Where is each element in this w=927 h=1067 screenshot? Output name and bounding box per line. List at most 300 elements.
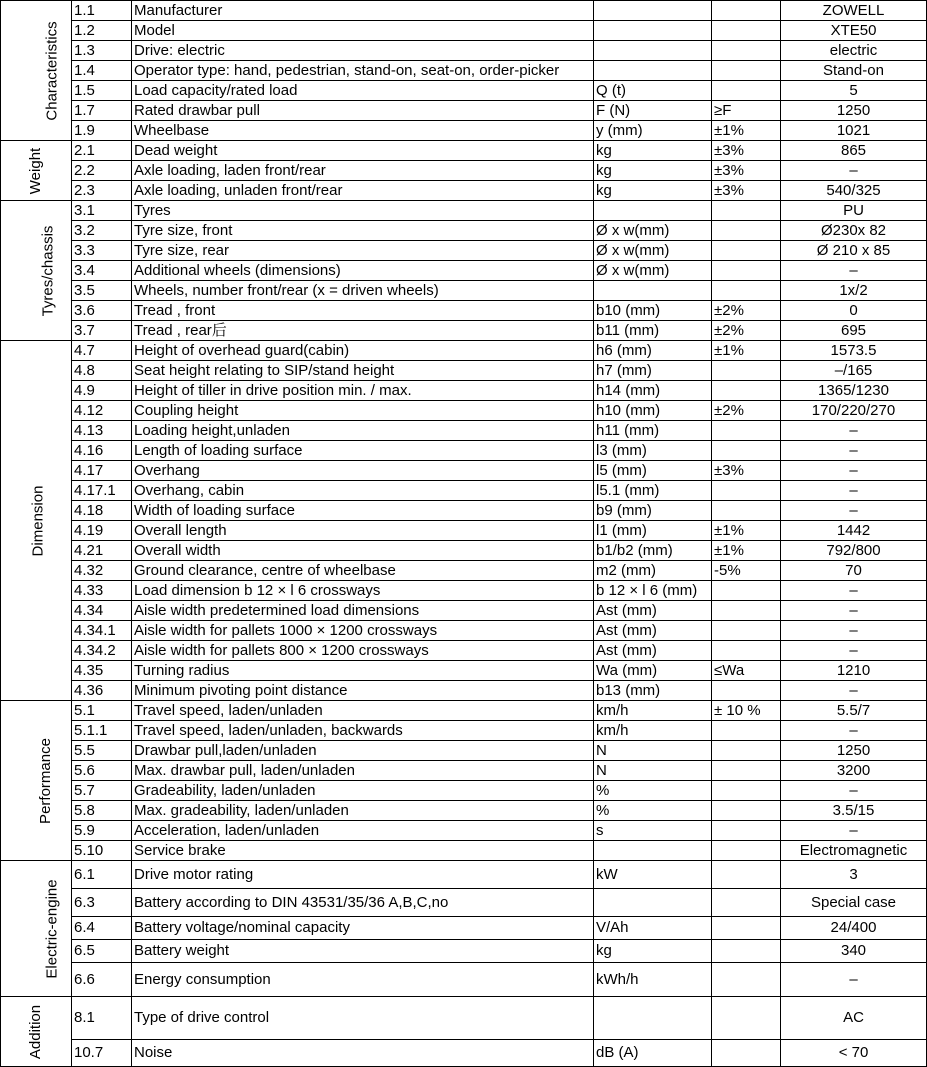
row-number: 1.4 — [72, 61, 132, 81]
row-unit: km/h — [594, 701, 712, 721]
row-unit: b 12 × l 6 (mm) — [594, 581, 712, 601]
category-label: Performance — [36, 737, 54, 824]
row-number: 5.7 — [72, 781, 132, 801]
row-unit: h14 (mm) — [594, 381, 712, 401]
table-row — [1, 21, 927, 41]
row-unit — [594, 1, 712, 21]
row-tolerance — [712, 201, 781, 221]
table-row — [1, 261, 927, 281]
row-number: 4.33 — [72, 581, 132, 601]
row-value: – — [781, 641, 927, 661]
row-value: 0 — [781, 301, 927, 321]
row-value: – — [781, 161, 927, 181]
row-unit: l3 (mm) — [594, 441, 712, 461]
row-value: – — [781, 481, 927, 501]
table-row — [1, 61, 927, 81]
row-number: 10.7 — [72, 1040, 132, 1067]
row-unit: b13 (mm) — [594, 681, 712, 701]
table-row — [1, 401, 927, 421]
row-unit: V/Ah — [594, 917, 712, 940]
row-unit: % — [594, 801, 712, 821]
table-row — [1, 381, 927, 401]
row-number: 3.3 — [72, 241, 132, 261]
row-tolerance: ±3% — [712, 461, 781, 481]
row-number: 4.17 — [72, 461, 132, 481]
row-tolerance: ±2% — [712, 321, 781, 341]
row-description: Type of drive control — [132, 997, 594, 1040]
row-value: XTE50 — [781, 21, 927, 41]
row-description: Wheels, number front/rear (x = driven wheels) — [132, 281, 594, 301]
row-value: 1250 — [781, 741, 927, 761]
row-value: 3200 — [781, 761, 927, 781]
row-description: Overhang — [132, 461, 594, 481]
row-unit: b1/b2 (mm) — [594, 541, 712, 561]
row-unit: N — [594, 741, 712, 761]
row-value: 170/220/270 — [781, 401, 927, 421]
row-tolerance: ≤Wa — [712, 661, 781, 681]
row-unit: km/h — [594, 721, 712, 741]
row-tolerance — [712, 581, 781, 601]
row-description: Drawbar pull,laden/unladen — [132, 741, 594, 761]
row-number: 1.9 — [72, 121, 132, 141]
row-tolerance — [712, 721, 781, 741]
table-row — [1, 221, 927, 241]
row-value: – — [781, 821, 927, 841]
row-value: Electromagnetic — [781, 841, 927, 861]
row-description: Service brake — [132, 841, 594, 861]
row-description: Height of tiller in drive position min. / max. — [132, 381, 594, 401]
row-number: 6.4 — [72, 917, 132, 940]
row-value: 5.5/7 — [781, 701, 927, 721]
row-unit: h6 (mm) — [594, 341, 712, 361]
row-number: 6.5 — [72, 940, 132, 963]
row-description: Axle loading, unladen front/rear — [132, 181, 594, 201]
row-value: – — [781, 461, 927, 481]
table-row — [1, 181, 927, 201]
row-description: Aisle width for pallets 1000 × 1200 crossways — [132, 621, 594, 641]
table-row — [1, 541, 927, 561]
row-description: Length of loading surface — [132, 441, 594, 461]
table-row — [1, 341, 927, 361]
category-addition — [1, 997, 72, 1067]
row-tolerance — [712, 1, 781, 21]
row-number: 5.1.1 — [72, 721, 132, 741]
row-tolerance — [712, 81, 781, 101]
row-unit: h11 (mm) — [594, 421, 712, 441]
row-number: 4.8 — [72, 361, 132, 381]
row-tolerance — [712, 481, 781, 501]
row-value: 540/325 — [781, 181, 927, 201]
row-value: Ø230x 82 — [781, 221, 927, 241]
row-description: Aisle width predetermined load dimensions — [132, 601, 594, 621]
row-description: Coupling height — [132, 401, 594, 421]
row-number: 8.1 — [72, 997, 132, 1040]
row-value: Stand-on — [781, 61, 927, 81]
row-value: 5 — [781, 81, 927, 101]
row-tolerance: ±2% — [712, 401, 781, 421]
table-row — [1, 521, 927, 541]
table-row — [1, 940, 927, 963]
row-value: – — [781, 501, 927, 521]
row-number: 4.17.1 — [72, 481, 132, 501]
row-unit: Ø x w(mm) — [594, 221, 712, 241]
row-unit — [594, 889, 712, 917]
row-tolerance — [712, 641, 781, 661]
row-number: 4.18 — [72, 501, 132, 521]
row-number: 1.7 — [72, 101, 132, 121]
table-row — [1, 889, 927, 917]
row-number: 5.8 — [72, 801, 132, 821]
row-description: Overall width — [132, 541, 594, 561]
row-number: 6.6 — [72, 963, 132, 997]
table-row — [1, 1, 927, 21]
table-row — [1, 41, 927, 61]
row-number: 6.1 — [72, 861, 132, 889]
row-value: 1250 — [781, 101, 927, 121]
row-description: Minimum pivoting point distance — [132, 681, 594, 701]
row-description: Battery voltage/nominal capacity — [132, 917, 594, 940]
table-row — [1, 501, 927, 521]
table-row — [1, 641, 927, 661]
row-unit: Wa (mm) — [594, 661, 712, 681]
table-row — [1, 841, 927, 861]
row-tolerance — [712, 41, 781, 61]
row-tolerance — [712, 681, 781, 701]
row-value: 1210 — [781, 661, 927, 681]
category-label: Tyres/chassis — [39, 225, 57, 316]
row-description: Tyres — [132, 201, 594, 221]
table-row — [1, 361, 927, 381]
row-number: 1.1 — [72, 1, 132, 21]
row-number: 4.35 — [72, 661, 132, 681]
row-number: 1.2 — [72, 21, 132, 41]
row-tolerance — [712, 861, 781, 889]
row-tolerance — [712, 889, 781, 917]
row-number: 3.6 — [72, 301, 132, 321]
row-description: Wheelbase — [132, 121, 594, 141]
row-tolerance — [712, 917, 781, 940]
row-value: Special case — [781, 889, 927, 917]
row-unit: l5 (mm) — [594, 461, 712, 481]
row-number: 1.3 — [72, 41, 132, 61]
row-tolerance — [712, 801, 781, 821]
row-unit: kg — [594, 181, 712, 201]
row-unit — [594, 997, 712, 1040]
row-number: 4.34.1 — [72, 621, 132, 641]
row-number: 4.7 — [72, 341, 132, 361]
category-label: Characteristics — [43, 20, 61, 121]
row-description: Overhang, cabin — [132, 481, 594, 501]
row-tolerance — [712, 501, 781, 521]
spec-table-body — [1, 1, 927, 1067]
row-description: Turning radius — [132, 661, 594, 681]
row-tolerance: ±1% — [712, 541, 781, 561]
table-row — [1, 241, 927, 261]
row-number: 4.36 — [72, 681, 132, 701]
row-number: 3.5 — [72, 281, 132, 301]
row-description: Drive: electric — [132, 41, 594, 61]
row-value: – — [781, 601, 927, 621]
row-value: – — [781, 421, 927, 441]
category-label: Addition — [27, 1004, 44, 1059]
row-number: 4.21 — [72, 541, 132, 561]
row-unit: b10 (mm) — [594, 301, 712, 321]
row-number: 4.9 — [72, 381, 132, 401]
row-description: Load capacity/rated load — [132, 81, 594, 101]
row-value: – — [781, 721, 927, 741]
row-description: Seat height relating to SIP/stand height — [132, 361, 594, 381]
table-row — [1, 121, 927, 141]
row-tolerance — [712, 441, 781, 461]
row-tolerance — [712, 421, 781, 441]
table-row — [1, 721, 927, 741]
row-value: 792/800 — [781, 541, 927, 561]
row-unit: l5.1 (mm) — [594, 481, 712, 501]
row-value: AC — [781, 997, 927, 1040]
row-description: Tyre size, rear — [132, 241, 594, 261]
row-unit: l1 (mm) — [594, 521, 712, 541]
table-row — [1, 441, 927, 461]
row-description: Additional wheels (dimensions) — [132, 261, 594, 281]
row-value: – — [781, 261, 927, 281]
row-description: Tread , front — [132, 301, 594, 321]
table-row — [1, 801, 927, 821]
row-value: 1442 — [781, 521, 927, 541]
table-row — [1, 281, 927, 301]
category-label: Weight — [26, 147, 44, 194]
row-description: Height of overhead guard(cabin) — [132, 341, 594, 361]
row-description: Max. drawbar pull, laden/unladen — [132, 761, 594, 781]
row-unit: m2 (mm) — [594, 561, 712, 581]
row-tolerance: ±1% — [712, 521, 781, 541]
category-dimension — [1, 341, 72, 701]
row-tolerance: ±2% — [712, 301, 781, 321]
row-number: 4.12 — [72, 401, 132, 421]
row-number: 3.4 — [72, 261, 132, 281]
table-row — [1, 421, 927, 441]
table-row — [1, 561, 927, 581]
row-value: 1573.5 — [781, 341, 927, 361]
row-description: Overall length — [132, 521, 594, 541]
row-number: 4.19 — [72, 521, 132, 541]
table-row — [1, 321, 927, 341]
row-description: Travel speed, laden/unladen, backwards — [132, 721, 594, 741]
table-row — [1, 481, 927, 501]
row-tolerance — [712, 940, 781, 963]
row-unit: b9 (mm) — [594, 501, 712, 521]
table-row — [1, 661, 927, 681]
row-description: Travel speed, laden/unladen — [132, 701, 594, 721]
row-description: Energy consumption — [132, 963, 594, 997]
category-weight — [1, 141, 72, 201]
row-tolerance — [712, 381, 781, 401]
row-unit — [594, 841, 712, 861]
row-tolerance — [712, 963, 781, 997]
table-row — [1, 781, 927, 801]
row-value: 695 — [781, 321, 927, 341]
row-number: 2.2 — [72, 161, 132, 181]
row-tolerance — [712, 997, 781, 1040]
row-tolerance — [712, 621, 781, 641]
category-label: Dimension — [29, 485, 47, 556]
table-row — [1, 601, 927, 621]
row-tolerance: ±3% — [712, 141, 781, 161]
row-number: 5.9 — [72, 821, 132, 841]
row-description: Tread , rear后 — [132, 321, 594, 341]
row-tolerance — [712, 761, 781, 781]
row-number: 4.16 — [72, 441, 132, 461]
table-row — [1, 141, 927, 161]
row-value: Ø 210 x 85 — [781, 241, 927, 261]
row-unit: % — [594, 781, 712, 801]
row-description: Width of loading surface — [132, 501, 594, 521]
row-value: – — [781, 581, 927, 601]
row-description: Noise — [132, 1040, 594, 1067]
row-value: 24/400 — [781, 917, 927, 940]
table-row — [1, 301, 927, 321]
row-tolerance — [712, 601, 781, 621]
row-number: 6.3 — [72, 889, 132, 917]
row-unit: kW — [594, 861, 712, 889]
table-row — [1, 161, 927, 181]
row-unit: s — [594, 821, 712, 841]
row-tolerance — [712, 741, 781, 761]
table-row — [1, 461, 927, 481]
row-description: Load dimension b 12 × l 6 crossways — [132, 581, 594, 601]
row-value: 3 — [781, 861, 927, 889]
row-tolerance: ±1% — [712, 121, 781, 141]
row-unit — [594, 61, 712, 81]
row-number: 5.5 — [72, 741, 132, 761]
row-unit: kg — [594, 940, 712, 963]
row-unit: h10 (mm) — [594, 401, 712, 421]
row-tolerance: ± 10 % — [712, 701, 781, 721]
row-number: 4.13 — [72, 421, 132, 441]
category-electric — [1, 861, 72, 997]
row-tolerance — [712, 361, 781, 381]
row-unit: h7 (mm) — [594, 361, 712, 381]
row-value: – — [781, 681, 927, 701]
row-unit — [594, 21, 712, 41]
row-number: 3.2 — [72, 221, 132, 241]
row-value: PU — [781, 201, 927, 221]
row-unit: Ast (mm) — [594, 641, 712, 661]
row-tolerance — [712, 1040, 781, 1067]
row-unit: Ast (mm) — [594, 621, 712, 641]
row-number: 4.34.2 — [72, 641, 132, 661]
row-unit: Ø x w(mm) — [594, 261, 712, 281]
row-number: 5.1 — [72, 701, 132, 721]
row-number: 1.5 — [72, 81, 132, 101]
row-unit: y (mm) — [594, 121, 712, 141]
table-row — [1, 997, 927, 1040]
row-description: Drive motor rating — [132, 861, 594, 889]
row-tolerance: -5% — [712, 561, 781, 581]
row-tolerance: ±1% — [712, 341, 781, 361]
table-row — [1, 201, 927, 221]
row-value: 865 — [781, 141, 927, 161]
row-value: – — [781, 621, 927, 641]
row-tolerance: ±3% — [712, 181, 781, 201]
row-value: ZOWELL — [781, 1, 927, 21]
row-tolerance — [712, 241, 781, 261]
category-label: Electric-engine — [43, 878, 61, 979]
row-unit — [594, 281, 712, 301]
row-value: – — [781, 963, 927, 997]
row-number: 3.1 — [72, 201, 132, 221]
table-row — [1, 701, 927, 721]
row-tolerance — [712, 61, 781, 81]
row-unit: Ast (mm) — [594, 601, 712, 621]
row-unit — [594, 201, 712, 221]
row-unit: dB (A) — [594, 1040, 712, 1067]
row-description: Gradeability, laden/unladen — [132, 781, 594, 801]
row-value: 1365/1230 — [781, 381, 927, 401]
row-value: –/165 — [781, 361, 927, 381]
table-row — [1, 581, 927, 601]
table-row — [1, 963, 927, 997]
row-tolerance — [712, 781, 781, 801]
table-row — [1, 101, 927, 121]
row-description: Dead weight — [132, 141, 594, 161]
row-tolerance — [712, 281, 781, 301]
row-unit: Ø x w(mm) — [594, 241, 712, 261]
row-tolerance: ±3% — [712, 161, 781, 181]
row-number: 2.3 — [72, 181, 132, 201]
row-number: 4.34 — [72, 601, 132, 621]
row-number: 2.1 — [72, 141, 132, 161]
row-unit: Q (t) — [594, 81, 712, 101]
row-description: Manufacturer — [132, 1, 594, 21]
category-tyres — [1, 201, 72, 341]
row-description: Ground clearance, centre of wheelbase — [132, 561, 594, 581]
row-description: Acceleration, laden/unladen — [132, 821, 594, 841]
row-value: 340 — [781, 940, 927, 963]
table-row — [1, 821, 927, 841]
row-unit: kWh/h — [594, 963, 712, 997]
row-number: 4.32 — [72, 561, 132, 581]
row-unit: kg — [594, 141, 712, 161]
row-description: Model — [132, 21, 594, 41]
row-value: – — [781, 441, 927, 461]
row-unit — [594, 41, 712, 61]
row-unit: kg — [594, 161, 712, 181]
row-tolerance — [712, 841, 781, 861]
row-number: 5.10 — [72, 841, 132, 861]
row-description: Battery weight — [132, 940, 594, 963]
row-value: 70 — [781, 561, 927, 581]
row-tolerance — [712, 221, 781, 241]
table-row — [1, 681, 927, 701]
row-description: Operator type: hand, pedestrian, stand-on, seat-on, order-picker — [132, 61, 594, 81]
table-row — [1, 861, 927, 889]
row-value: 1x/2 — [781, 281, 927, 301]
table-row — [1, 1040, 927, 1067]
row-value: 3.5/15 — [781, 801, 927, 821]
row-value: < 70 — [781, 1040, 927, 1067]
row-tolerance: ≥F — [712, 101, 781, 121]
row-tolerance — [712, 821, 781, 841]
row-number: 3.7 — [72, 321, 132, 341]
row-description: Rated drawbar pull — [132, 101, 594, 121]
row-description: Tyre size, front — [132, 221, 594, 241]
row-tolerance — [712, 21, 781, 41]
row-tolerance — [712, 261, 781, 281]
row-value: – — [781, 781, 927, 801]
row-description: Aisle width for pallets 800 × 1200 crossways — [132, 641, 594, 661]
row-description: Loading height,unladen — [132, 421, 594, 441]
row-unit: F (N) — [594, 101, 712, 121]
